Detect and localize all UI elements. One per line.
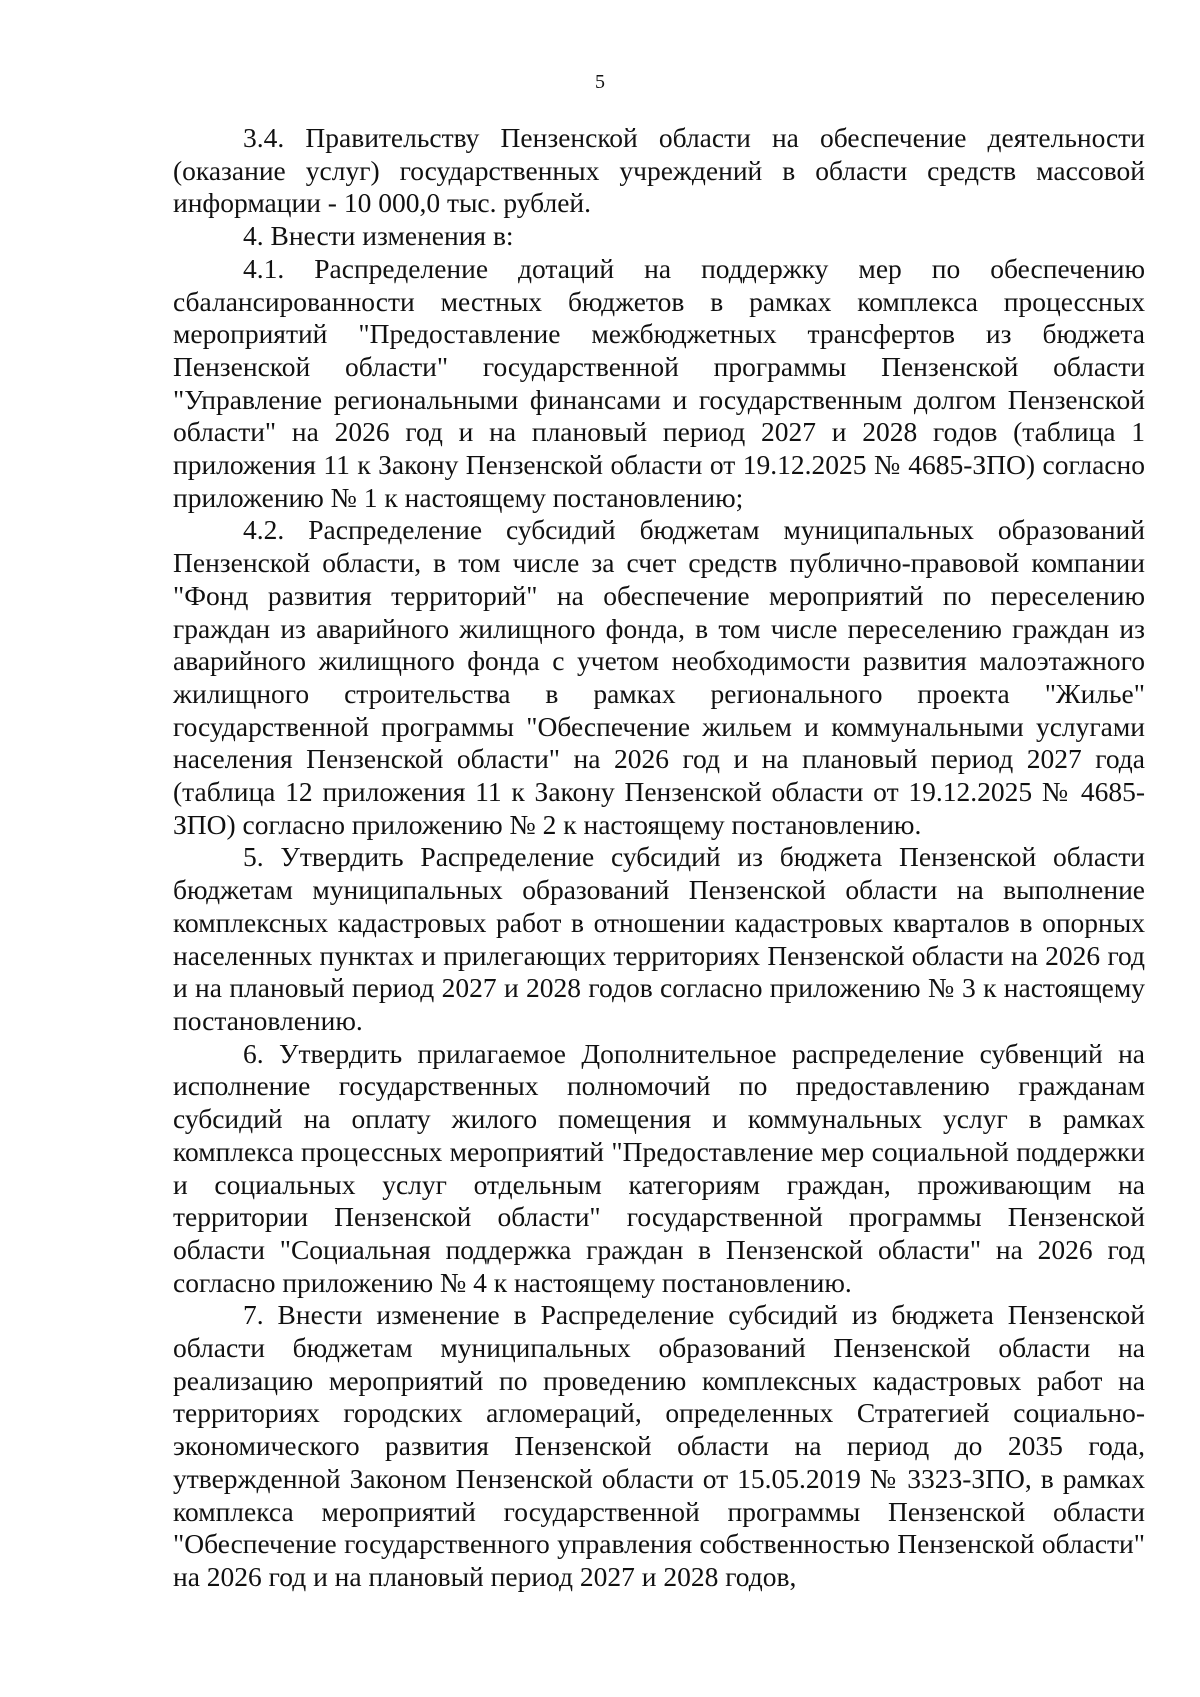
paragraph-4: 4. Внести изменения в: [243, 220, 514, 252]
document-body [173, 122, 1145, 1594]
paragraph-3-4: 3.4. Правительству Пензенской области на обеспечение деятельности (оказание услуг) государственных учреждений в области средств массовой информации - 10 000,0 тыс. рублей. [173, 122, 1145, 219]
paragraph-4-2: 4.2. Распределение субсидий бюджетам муниципальных образований Пензенской области, в том числе за счет средств публично-правовой компании "Фонд развития территорий" на обеспечение мероприятий по переселению граждан из аварийного жилищного фонда, в том числе переселению граждан из аварийного жилищного фонда с учетом необходимости развития малоэтажного жилищного строительства в рамках регионального проекта "Жилье" государственной программы "Обеспечение жильем и коммунальными услугами населения Пензенской области" на 2026 год и на плановый период 2027 года (таблица 12 приложения 11 к Закону Пензенской области от 19.12.2025 № 4685-ЗПО) согласно приложению № 2 к настоящему постановлению. [173, 514, 1145, 840]
paragraph-6: 6. Утвердить прилагаемое Дополнительное распределение субвенций на исполнение государственных полномочий по предоставлению гражданам субсидий на оплату жилого помещения и коммунальных услуг в рамках комплекса процессных мероприятий "Предоставление мер социальной поддержки и социальных услуг отдельным категориям граждан, проживающим на территории Пензенской области" государственной программы Пензенской области "Социальная поддержка граждан в Пензенской области" на 2026 год согласно приложению № 4 к настоящему постановлению. [173, 1037, 1145, 1298]
paragraph-4-1: 4.1. Распределение дотаций на поддержку мер по обеспечению сбалансированности местных бюджетов в рамках комплекса процессных мероприятий "Предоставление межбюджетных трансфертов из бюджета Пензенской области" государственной программы Пензенской области "Управление региональными финансами и государственным долгом Пензенской области" на 2026 год и на плановый период 2027 и 2028 годов (таблица 1 приложения 11 к Закону Пензенской области от 19.12.2025 № 4685-ЗПО) согласно приложению № 1 к настоящему постановлению; [173, 252, 1145, 513]
page-number: 5 [595, 71, 605, 93]
paragraph-7: 7. Внести изменение в Распределение субсидий из бюджета Пензенской области бюджетам муниципальных образований Пензенской области на реализацию мероприятий по проведению комплексных кадастровых работ на территориях городских агломераций, определенных Стратегией социально-экономического развития Пензенской области на период до 2035 года, утвержденной Законом Пензенской области от 15.05.2019 № 3323-ЗПО, в рамках комплекса мероприятий государственной программы Пензенской области "Обеспечение государственного управления собственностью Пензенской области" на 2026 год и на плановый период 2027 и 2028 годов, [173, 1299, 1145, 1592]
paragraph-5: 5. Утвердить Распределение субсидий из бюджета Пензенской области бюджетам муниципальных образований Пензенской области на выполнение комплексных кадастровых работ в отношении кадастровых кварталов в опорных населенных пунктах и прилегающих территориях Пензенской области на 2026 год и на плановый период 2027 и 2028 годов согласно приложению № 3 к настоящему постановлению. [173, 841, 1145, 1036]
